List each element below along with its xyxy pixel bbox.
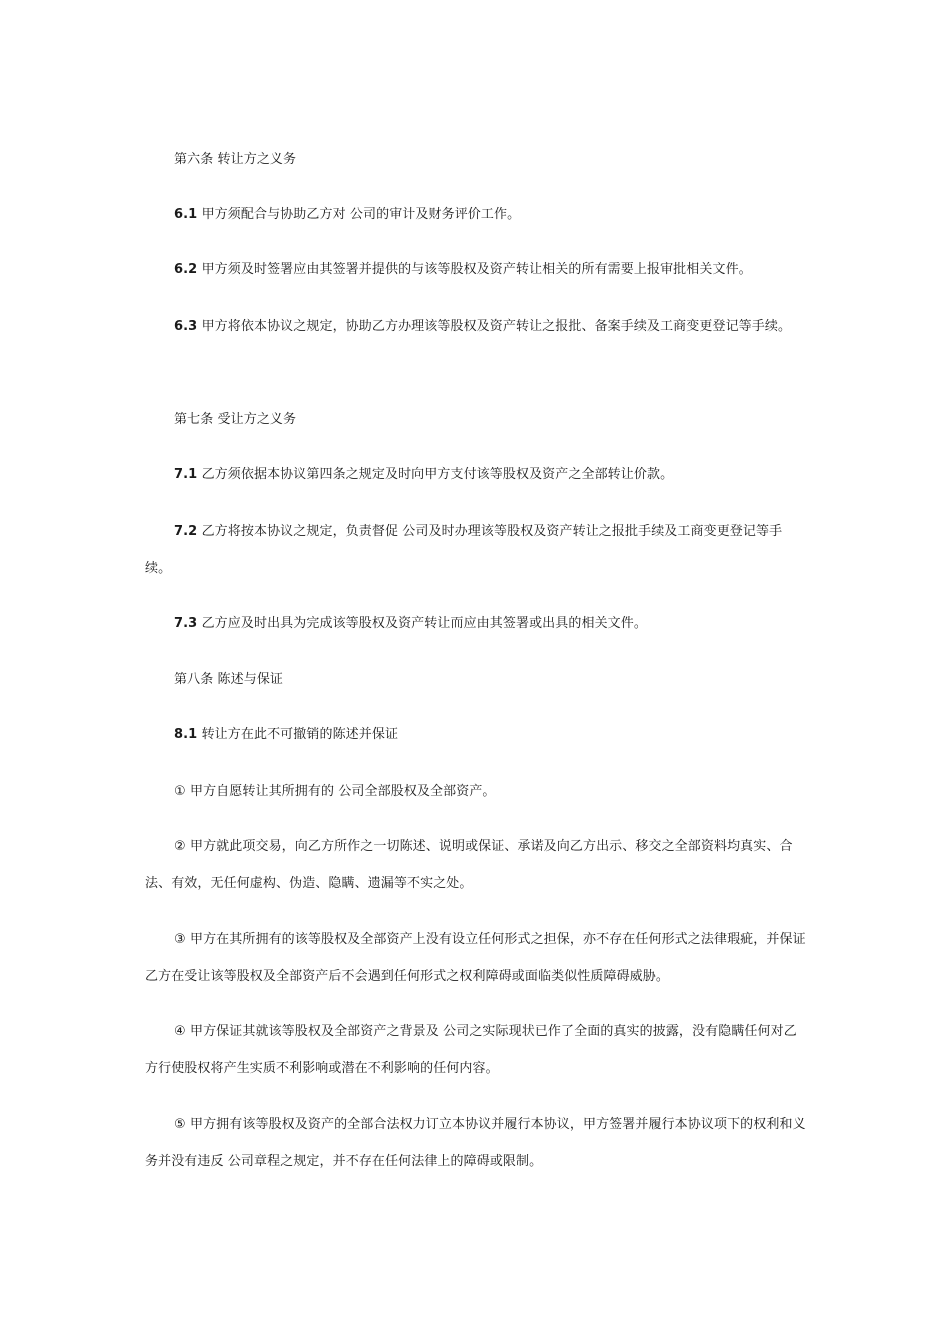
clause-number: 8.1 [174,727,198,742]
clause-number: 7.3 [174,616,198,631]
item-8-1-1 [145,773,807,810]
paragraph-text: 第七条 受让方之义务 [174,412,297,427]
item-8-1-3 [145,921,807,995]
clause-number: 6.3 [174,319,198,334]
item-8-1-4 [145,1013,807,1087]
paragraph-text: 乙方应及时出具为完成该等股权及资产转让而应由其签署或出具的相关文件。 [197,616,647,631]
paragraph-text: 甲方将依本协议之规定，协助乙方办理该等股权及资产转让之报批、备案手续及工商变更登记等手续。 [197,319,792,334]
paragraph-text: 乙方须依据本协议第四条之规定及时向甲方支付该等股权及资产之全部转让价款。 [197,467,674,482]
paragraph-text: 第六条 转让方之义务 [174,152,297,167]
article-7-heading [145,401,807,438]
paragraph-text: ④ 甲方保证其就该等股权及全部资产之背景及 公司之实际现状已作了全面的真实的披露，没有隐瞒任何对乙方行使股权将产生实质不利影响或潜在不利影响的任何内容。 [145,1024,797,1076]
paragraph-text: ① 甲方自愿转让其所拥有的 公司全部股权及全部资产。 [174,784,496,799]
clause-number: 7.1 [174,467,198,482]
paragraph-text: 甲方须及时签署应由其签署并提供的与该等股权及资产转让相关的所有需要上报审批相关文件。 [197,262,752,277]
paragraph-text: 乙方将按本协议之规定，负责督促 公司及时办理该等股权及资产转让之报批手续及工商变更登记等手续。 [145,524,783,576]
clause-number: 6.2 [174,262,198,277]
clause-6-3 [145,308,807,345]
clause-7-1 [145,456,807,493]
article-6-heading [145,141,807,178]
clause-6-2 [145,251,807,288]
clause-8-1 [145,716,807,753]
item-8-1-5 [145,1106,807,1180]
paragraph-text: ⑤ 甲方拥有该等股权及资产的全部合法权力订立本协议并履行本协议，甲方签署并履行本协议项下的权利和义务并没有违反 公司章程之规定，并不存在任何法律上的障碍或限制。 [145,1117,806,1169]
paragraph-text: 甲方须配合与协助乙方对 公司的审计及财务评价工作。 [197,207,521,222]
paragraph-text: ② 甲方就此项交易，向乙方所作之一切陈述、说明或保证、承诺及向乙方出示、移交之全部资料均真实、合法、有效，无任何虚构、伪造、隐瞒、遗漏等不实之处。 [145,839,793,891]
article-8-heading [145,661,807,698]
clause-number: 6.1 [174,207,198,222]
clause-6-1 [145,196,807,233]
paragraph-text: 转让方在此不可撤销的陈述并保证 [197,727,399,742]
clause-number: 7.2 [174,524,198,539]
clause-7-3 [145,605,807,642]
paragraph-text: 第八条 陈述与保证 [174,672,284,687]
item-8-1-2 [145,828,807,902]
clause-7-2 [145,513,807,587]
paragraph-text: ③ 甲方在其所拥有的该等股权及全部资产上没有设立任何形式之担保，亦不存在任何形式之法律瑕疵，并保证乙方在受让该等股权及全部资产后不会遇到任何形式之权利障碍或面临类似性质障碍威胁。 [145,932,806,984]
